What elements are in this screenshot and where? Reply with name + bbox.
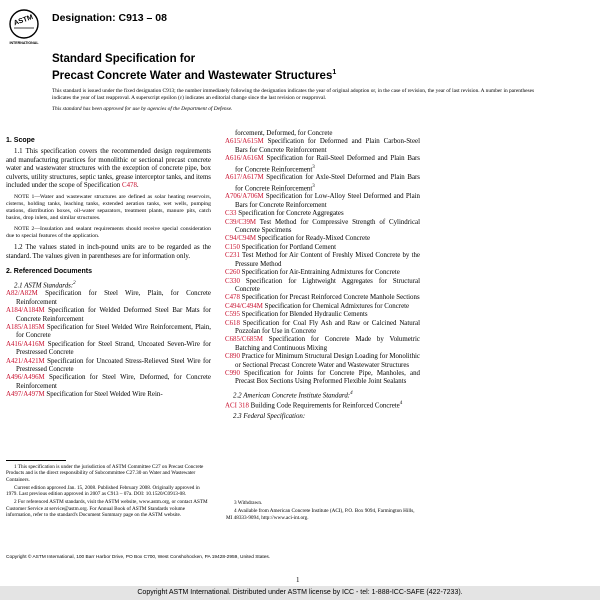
reference-code-link[interactable]: A185/A185M <box>6 323 45 331</box>
reference-title: Specification for Concrete Aggregates <box>238 210 344 218</box>
title-line-1: Standard Specification for <box>52 53 196 65</box>
link-aci-318[interactable]: ACI 318 <box>225 402 249 410</box>
reference-code-link[interactable]: C478 <box>225 294 240 302</box>
reference-item <box>225 353 420 370</box>
footnote-marker: 3 <box>312 183 315 189</box>
reference-title: Specification for Steel Wire, Deformed, for Concrete Reinforcement <box>16 374 211 390</box>
referenced-heading: 2. Referenced Documents <box>6 268 92 276</box>
reference-code-link[interactable]: A184/A184M <box>6 307 45 315</box>
reference-title: Specification for Deformed and Plain Carbon-Steel Bars for Concrete Reinforcement <box>235 138 420 154</box>
issuance-text: This standard is issued under the fixed designation C913; the number immediately following the designation indicates the year of original adoption or, in the case of revision, the year of last revision. A number in parentheses indicates the year of last reapproval. A superscript epsilon (ε) indicates an editorial change since the last revision or reapproval. <box>52 88 535 102</box>
aci-ref: ACI 318 Building Code Requirements for Reinforced Concrete$^4$ <box>225 401 403 410</box>
reference-item <box>6 374 211 391</box>
reference-item <box>225 303 420 311</box>
right-reference-list <box>225 138 420 386</box>
reference-item <box>225 138 420 155</box>
footnote-2: 2 For referenced ASTM standards, visit the ASTM website, www.astm.org, or contact ASTM Customer Service at service@astm.org. For Annual Book of ASTM Standards volume information, refer to the standard's Document Summary page on the ASTM website. <box>6 499 208 519</box>
reference-item <box>225 244 420 252</box>
reference-code-link[interactable]: A496/A496M <box>6 374 45 382</box>
reference-title: Specification for Axle-Steel Deformed and Plain Bars for Concrete Reinforcement <box>235 174 420 193</box>
reference-title: Specification for Rail-Steel Deformed and Plain Bars for Concrete Reinforcement <box>235 155 420 173</box>
reference-code-link[interactable]: A497/A497M <box>6 391 45 399</box>
reference-item <box>6 391 211 399</box>
reference-title: Specification for Portland Cement <box>241 243 337 251</box>
footnote-1: 1 This specification is under the jurisdiction of ASTM Committee C27 on Precast Concrete Products and is the direct responsibility of Subcommittee C27.30 on Water and Wastewater Containers. <box>6 464 204 483</box>
reference-code-link[interactable]: A617/A617M <box>225 174 264 182</box>
reference-item <box>6 341 211 358</box>
reference-code-link[interactable]: A615/A615M <box>225 138 264 146</box>
reference-title: Specification for Lightweight Aggregates for Structural Concrete <box>235 277 420 293</box>
footnotes-right <box>226 500 421 523</box>
reference-code-link[interactable]: A616/A616M <box>225 155 264 163</box>
reference-title: Specification for Chemical Admixtures for Concrete <box>264 302 410 310</box>
note-2: NOTE 2—Insulation and sealant requirements should receive special consideration due to special features of the application. <box>6 226 211 240</box>
reference-item <box>225 193 420 210</box>
reference-title: Specification for Joints for Concrete Pipe, Manholes, and Precast Box Sections Using Preformed Flexible Joint Sealants <box>235 369 420 386</box>
license-bar: Copyright ASTM International. Distributed under ASTM license by ICC - tel: 1-888-ICC-SAFE (422-7233). <box>0 586 600 600</box>
footnote-4: 4 Available from American Concrete Institute (ACI), P.O. Box 9094, Farmington Hills, MI 48333-9094, http://www.aci-int.org. <box>226 508 415 521</box>
reference-item <box>225 320 420 337</box>
reference-title: Test Method for Air Content of Freshly Mixed Concrete by the Pressure Method <box>235 252 420 268</box>
reference-item <box>225 278 420 295</box>
astm-standards-label: 2.1 ASTM Standards:$^2$ <box>14 280 76 289</box>
scope-heading: 1. Scope <box>6 137 35 144</box>
reference-code-link[interactable]: A416/A416M <box>6 340 45 348</box>
left-reference-list <box>6 290 211 399</box>
reference-title: Specification for Air-Entraining Admixtures for Concrete <box>241 269 400 277</box>
reference-item <box>225 235 420 243</box>
footnote-rule <box>6 460 66 461</box>
reference-item <box>6 324 211 341</box>
reference-item <box>225 210 420 218</box>
reference-item <box>225 336 420 353</box>
ref-continuation: forcement, Deformed, for Concrete <box>235 130 333 137</box>
reference-item <box>6 307 211 324</box>
reference-code-link[interactable]: C330 <box>225 277 240 285</box>
federal-label: 2.3 Federal Specification: <box>233 413 306 421</box>
reference-code-link[interactable]: C150 <box>225 243 240 251</box>
reference-code-link[interactable]: C990 <box>225 369 240 377</box>
designation: Designation: C913 – 08 <box>52 12 167 24</box>
scope-1-1: 1.1 This specification covers the recommended design requirements and manufacturing practices for monolithic or sectional precast concrete water and wastewater structures with the exception of concrete pipe, box culverts, utility structures, septic tanks, grease interceptor tanks, and items included under the scope of Specification C478. <box>6 148 211 190</box>
page-number: 1 <box>296 576 300 584</box>
footnote-3: 3 Withdrawn. <box>234 500 263 506</box>
link-c478[interactable]: C478 <box>121 182 137 190</box>
reference-item <box>225 252 420 269</box>
footnote-marker: 3 <box>312 164 315 170</box>
reference-title: Specification for Steel Welded Wire Reinforcement, Plain, for Concrete <box>16 323 211 340</box>
reference-item <box>6 358 211 375</box>
reference-code-link[interactable]: C618 <box>225 319 240 327</box>
reference-item <box>225 219 420 236</box>
reference-title: Practice for Minimum Structural Design Loading for Monolithic or Sectional Precast Concrete Water and Wastewater Structures <box>235 353 420 369</box>
reference-item <box>225 155 420 174</box>
reference-title: Specification for Steel Strand, Uncoated Seven-Wire for Prestressed Concrete <box>16 340 211 357</box>
reference-title: Specification for Precast Reinforced Concrete Manhole Sections <box>241 294 420 302</box>
reference-item <box>225 294 420 302</box>
reference-code-link[interactable]: C494/C494M <box>225 302 263 310</box>
reference-title: Specification for Steel Wire, Plain, for Concrete Reinforcement <box>16 290 211 306</box>
reference-code-link[interactable]: C231 <box>225 252 240 260</box>
reference-title: Test Method for Compressive Strength of Cylindrical Concrete Specimens <box>235 218 420 235</box>
reference-item <box>225 174 420 193</box>
reference-code-link[interactable]: A706/A706M <box>225 193 264 201</box>
reference-title: Specification for Concrete Made by Volumetric Batching and Continuous Mixing <box>235 336 420 352</box>
reference-code-link[interactable]: C33 <box>225 210 237 218</box>
reference-code-link[interactable]: C685/C685M <box>225 336 263 344</box>
reference-title: Specification for Welded Deformed Steel Bar Mats for Concrete Reinforcement <box>16 307 211 323</box>
reference-title: Specification for Ready-Mixed Concrete <box>257 235 371 243</box>
scope-1-2: 1.2 The values stated in inch-pound units are to be regarded as the standard. The values given in parentheses are for information only. <box>6 244 211 260</box>
reference-title: Specification for Uncoated Stress-Relieved Steel Wire for Prestressed Concrete <box>16 357 211 374</box>
reference-title: Specification for Blended Hydraulic Cements <box>241 311 368 319</box>
document-title <box>52 52 336 83</box>
right-column <box>225 130 420 422</box>
footnotes-left <box>6 460 211 520</box>
reference-item <box>225 311 420 319</box>
aci-label: 2.2 American Concrete Institute Standard:$^4$ <box>233 390 353 400</box>
svg-text:ASTM: ASTM <box>12 13 35 28</box>
reference-code-link[interactable]: C890 <box>225 353 240 361</box>
title-line-2: Precast Concrete Water and Wastewater Structures$^1$ <box>52 69 337 82</box>
reference-item <box>6 290 211 307</box>
reference-code-link[interactable]: C260 <box>225 269 240 277</box>
issuance-notice <box>52 88 538 118</box>
reference-code-link[interactable]: A82/A82M <box>6 290 38 298</box>
copyright-line: Copyright © ASTM International, 100 Barr Harbor Drive, PO Box C700, West Conshohocken, PA 19428-2959, United States. <box>6 555 271 560</box>
left-column <box>6 130 211 400</box>
reference-code-link[interactable]: A421/A421M <box>6 357 45 365</box>
reference-item <box>225 370 420 387</box>
dod-approval: This standard has been approved for use by agencies of the Department of Defense. <box>52 106 233 113</box>
reference-code-link[interactable]: C39/C39M <box>225 218 257 226</box>
reference-title: Specification for Steel Welded Wire Rein- <box>46 391 163 399</box>
astm-logo <box>6 8 42 46</box>
reference-title: Specification for Coal Fly Ash and Raw or Calcined Natural Pozzolan for Use in Concrete <box>235 319 420 335</box>
footnote-1b: Current edition approved Jan. 15, 2008. Published February 2008. Originally approved in 1979. Last previous edition approved in 2007 as C913 – 07a. DOI: 10.1520/C0913-08. <box>6 484 200 498</box>
svg-text:INTERNATIONAL: INTERNATIONAL <box>9 41 39 45</box>
reference-code-link[interactable]: C595 <box>225 311 240 319</box>
reference-code-link[interactable]: C94/C94M <box>225 235 257 243</box>
note-1: NOTE 1—Water and wastewater structures are defined as solar heating reservoirs, cisterns, holding tanks, leaching tanks, extended aeration tanks, wet wells, pumping stations, distribution boxes, oil-water separators, treatment plants, manure pits, catch basins, drop inlets, and similar structures. <box>6 194 211 222</box>
reference-item <box>225 269 420 277</box>
reference-title: Specification for Low-Alloy Steel Deformed and Plain Bars for Concrete Reinforcement <box>235 193 420 209</box>
